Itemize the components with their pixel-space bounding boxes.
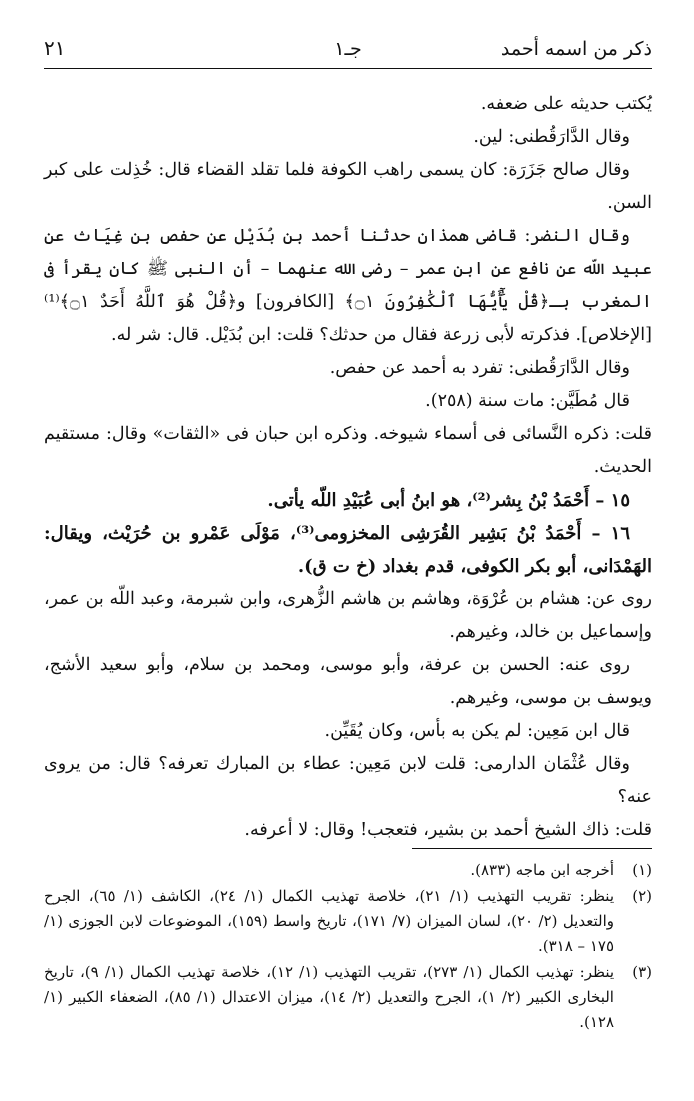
footnote-text: ينظر: تقريب التهذيب (١/ ٢١)، خلاصة تهذيب الكمال (١/ ٢٤)، الكاشف (١/ ٦٥)، الجرح والتعديل (٢/ ٢٠)، لسان الميزان (٧/ ١٧١)، تاريخ واسط (١٥٩)، الموضوعات لابن الجوزى (١/ ١٧٥ – ٣١٨). — [44, 887, 614, 955]
paragraph: وقال عُثْمَان الدارمى: قلت لابن مَعِين: عطاء بن المبارك تعرفه؟ قال: من يروى عنه؟ — [44, 754, 652, 807]
footnotes — [44, 858, 652, 1036]
footnote-number: (٢) — [632, 887, 652, 905]
volume-label: جـ١ — [334, 38, 362, 60]
paragraph: يُكتب حديثه على ضعفه. — [480, 94, 652, 114]
footnote-divider — [412, 848, 652, 849]
paragraph: وقال صالح جَزَرَة: كان يسمى راهب الكوفة فلما تقلد القضاء قال: خُذِلت على كبر السن. — [44, 160, 652, 213]
paragraph: روى عنه: الحسن بن عرفة، وأبو موسى، ومحمد بن سلام، وأبو سعيد الأشج، ويوسف بن موسى، وغيرهم. — [44, 655, 652, 708]
footnote-number: (١) — [632, 861, 652, 879]
running-header — [44, 34, 652, 69]
footnote — [44, 960, 652, 1035]
chapter-title: ذكر من اسمه أحمد — [500, 38, 652, 60]
paragraph: قلت: ذكره النَّسائى فى أسماء شيوخه. وذكره ابن حبان فى «الثقات» وقال: مستقيم الحديث. — [44, 424, 652, 477]
footnote-text: أخرجه ابن ماجه (٨٣٣). — [470, 861, 614, 879]
paragraph: وقال الدَّارَقُطنى: تفرد به أحمد عن حفص. — [329, 358, 630, 378]
entry-heading-16: ١٦ – أَحْمَدُ بْنُ بَشِير القُرَشِى المخزومى⁽³⁾، مَوْلَى عَمْرو بن حُرَيْث، ويقال: الهَمْدَانى، أبو بكر الكوفى، قدم بغداد (خ ت ق). — [44, 523, 652, 577]
paragraph: قال مُطَيَّن: مات سنة (٢٥٨). — [425, 391, 630, 411]
footnote — [44, 858, 652, 883]
footnote-text: ينظر: تهذيب الكمال (١/ ٢٧٣)، تقريب التهذيب (١/ ١٢)، خلاصة تهذيب الكمال (١/ ٩)، تاريخ البخارى الكبير (٢/ ١)، الجرح والتعديل (٢/ ١٤)، ميزان الاعتدال (١/ ٨٥)، الضعفاء الكبير (١/ ١٢٨). — [44, 963, 615, 1031]
paragraph: قلت: ذاك الشيخ أحمد بن بشير، فتعجب! وقال: لا أعرفه. — [244, 820, 652, 840]
paragraph: قال ابن مَعِين: لم يكن به بأس، وكان يُقَيِّن. — [324, 721, 630, 741]
entry-heading-15: ١٥ – أَحْمَدُ بْنُ بِشر⁽²⁾، هو ابنُ أبى عُبَيْدِ اللّه يأتى. — [267, 490, 630, 511]
page-number: ٢١ — [44, 36, 66, 60]
paragraph: روى عن: هشام بن عُرْوَة، وهاشم بن هاشم الزُّهرى، وابن شبرمة، وعبد اللّه بن عمر، وإسماعيل بن خالد، وغيرهم. — [44, 589, 652, 642]
paragraph: وقال الدَّارَقُطنى: لين. — [473, 127, 630, 147]
footnote-number: (٣) — [632, 963, 652, 981]
footnote — [44, 884, 652, 959]
main-text — [44, 88, 652, 847]
paragraph: وقال النضر: قاضى همذان حدثنا أحمد بن بُدَيْل عن حفص بن غِيَاث عن عبيد اللّه عن نافع عن ابن عمر – رضى الله عنهما – أن النبى ﷺ كان يقرأ فى المغرب بـ﴿قُلْ يَٰٓأَيُّهَا ٱلْكَٰفِرُونَ ۝١﴾ [الكافرون] و﴿قُلْ هُوَ ٱللَّهُ أَحَدٌ ۝١﴾⁽¹⁾ [الإخلاص]. فذكرته لأبى زرعة فقال من حدثك؟ قلت: ابن بُدَيْل. قال: شر له. — [44, 226, 652, 345]
